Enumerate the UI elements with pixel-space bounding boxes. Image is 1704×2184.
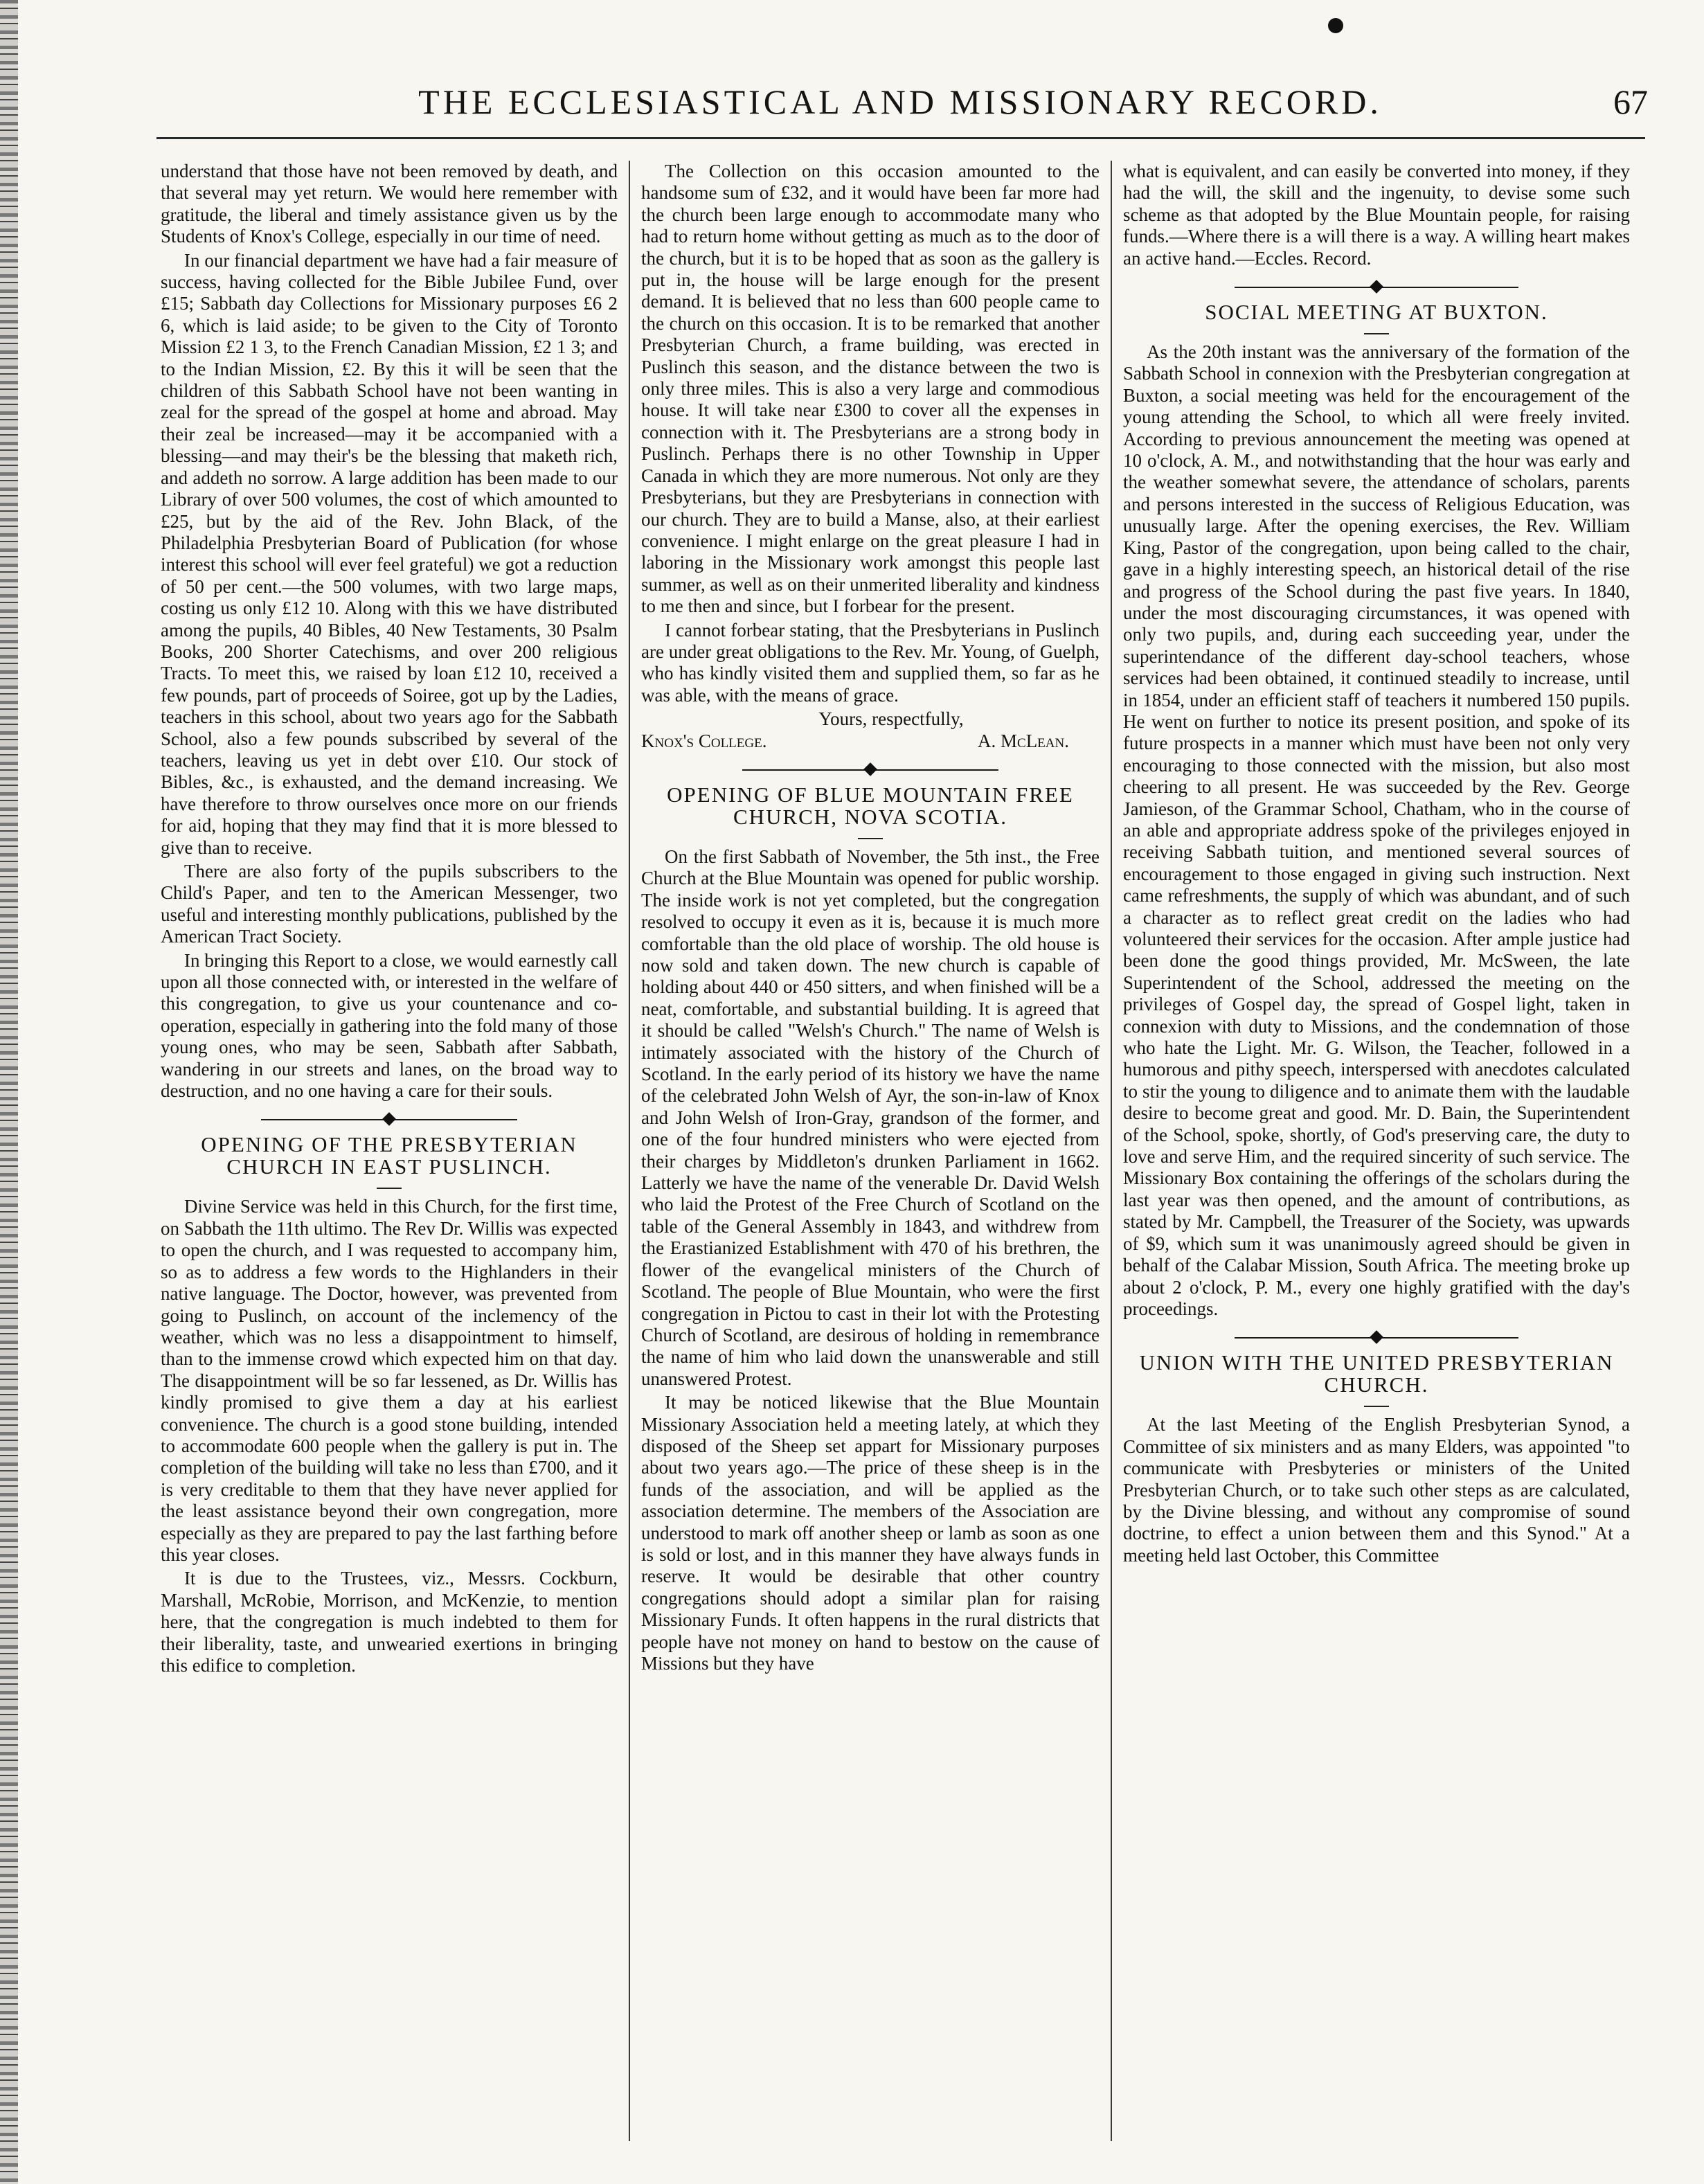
section-heading: UNION WITH THE UNITED PRESBYTERIAN CHURCH. bbox=[1139, 1350, 1614, 1397]
paragraph: As the 20th instant was the anniversary of the formation of the Sabbath School in connexion with the Presbyterian congregation at Buxton, a social meeting was held for the encouragement of the young attending the School, to which all were freely invited. According to previous announcement the meeting was opened at 10 o'clock, A. M., and notwithstanding that the hour was early and the weather somewhat severe, the attendance of scholars, parents and persons interested in the success of Religious Education, was unusually large. After the opening exercises, the Rev. William King, Pastor of the congregation, upon being called to the chair, gave in a highly interesting speech, an historical detail of the rise and progress of the School during the past five years. In 1840, under the most discouraging circumstances, it was opened with only two pupils, and, during each succeeding year, under the superintendance of the different day-school teachers, whose services had been obtained, it continued steadily to increase, until in 1854, under an efficient staff of teachers it numbered 150 pupils. He went on further to notice its present position, and spoke of its future prospects in a manner which must have been not only very encouraging to those connected with the mission, but also most cheering to all present. He was succeeded by the Rev. George Jamieson, of the Grammar School, Chatham, who in the course of an able and appropriate address spoke of the privileges enjoyed in receiving Sabbath tuition, and mentioned several sources of encouragement to those engaged in giving such instruction. Next came refreshments, the supply of which was abundant, and of such a character as to reflect great credit on the ladies who had volunteered their services for the occasion. After ample justice had been done the good things provided, Mr. McSween, the late Superintendent of the School, addressed the meeting on the privileges of Gospel day, the spread of Gospel light, taken in connexion with duty to Missions, and the condemnation of those who hate the Light. Mr. G. Wilson, the Teacher, followed in a humorous and pithy speech, interspersed with anecdotes calculated to stir the young to diligence and to animate them with the laudable desire to become great and good. Mr. D. Bain, the Superintendent of the School, spoke, shortly, of God's preserving care, the duty to love and serve Him, and the required sincerity of such service. The Missionary Box containing the offerings of the scholars during the last year was then opened, and the amount of contributions, as stated by Mr. Campbell, the Treasurer of the Society, was upwards of $9, which sum it was unanimously agreed should be given in behalf of the Calabar Mission, South Africa. The meeting broke up about 2 o'clock, P. M., every one highly gratified with the day's proceedings. bbox=[1123, 341, 1630, 1319]
scan-binding-edge bbox=[0, 0, 18, 2184]
page-number: 67 bbox=[1613, 82, 1648, 121]
column-3 bbox=[1123, 161, 1630, 2155]
section-heading: SOCIAL MEETING AT BUXTON. bbox=[1205, 300, 1548, 325]
heading-dash bbox=[1364, 333, 1389, 334]
paragraph: Divine Service was held in this Church, for the first time, on Sabbath the 11th ultimo. The Rev Dr. Willis was expected to open the church, and I was requested to accompany him, so as to address a few words to the Highlanders in their native language. The Doctor, however, was prevented from going to Puslinch, on account of the inclemency of the weather, which was no less a disappointment to himself, than to the immense crowd which expected him on that day. The disappointment will be so far lessened, as Dr. Willis has kindly promised to give them a day at his earliest convenience. The church is a good stone building, intended to accommodate 600 people when the gallery is put in. The completion of the building will take no less than £700, and it is very creditable to them that they have never applied for the least assistance beyond their own congregation, more especially as they are prepared to pay the last farthing before this year closes. bbox=[161, 1196, 618, 1565]
section-ornament bbox=[1123, 1330, 1630, 1346]
signature-line bbox=[641, 731, 1100, 752]
paragraph: On the first Sabbath of November, the 5th inst., the Free Church at the Blue Mountain was opened for public worship. The inside work is not yet completed, but the congregation resolved to occupy it even as it is, because it is much more comfortable than the old place of worship. The old house is now sold and taken down. The new church is capable of holding about 440 or 450 sitters, and when finished will be a neat, comfortable, and substantial building. It is agreed that it should be called "Welsh's Church." The name of Welsh is intimately associated with the history of the Church of Scotland. In the early period of its history we have the name of the celebrated John Welsh of Ayr, the son-in-law of Knox and John Welsh of Iron-Gray, grandson of the former, and one of the four hundred ministers who were ejected from their charges by Middleton's drunken Parliament in 1662. Latterly we have the name of the venerable Dr. David Welsh who laid the Protest of the Free Church of Scotland on the table of the General Assembly in 1843, and withdrew from the Erastianized Establishment with 470 of his brethren, the flower of the evangelical ministers of the Church of Scotland. The people of Blue Mountain, who were the first congregation in Pictou to cast in their lot with the Protesting Church of Scotland, are desirous of holding in remembrance the name of him who laid down the unanswerable and still unanswered Protest. bbox=[641, 845, 1100, 1389]
running-header bbox=[152, 82, 1648, 137]
paragraph: understand that those have not been removed by death, and that several may yet return. We would here remember with gratitude, the liberal and timely assistance given us by the Students of Knox's College, especially in our time of need. bbox=[161, 161, 618, 247]
section-heading: OPENING OF THE PRESBYTERIAN CHURCH IN EAST PUSLINCH. bbox=[201, 1132, 577, 1179]
paragraph: I cannot forbear stating, that the Presbyterians in Puslinch are under great obligations to the Rev. Mr. Young, of Guelph, who has kindly visited them and supplied them, so far as he was able, with the means of grace. bbox=[641, 619, 1100, 706]
column-rule-1 bbox=[629, 161, 630, 2141]
column-rule-2 bbox=[1111, 161, 1112, 2141]
paragraph: In bringing this Report to a close, we would earnestly call upon all those connected with, or interested in the welfare of this congregation, to give us your countenance and co-operation, especially in gathering into the fold many of those young ones, who may be seen, Sabbath after Sabbath, wandering in our streets and lanes, on the broad way to destruction, and no one having a care for their souls. bbox=[161, 949, 618, 1102]
signature-name: A. McLean. bbox=[978, 730, 1069, 751]
section-ornament bbox=[161, 1111, 618, 1128]
column-1 bbox=[161, 161, 618, 2155]
section-ornament bbox=[1123, 279, 1630, 296]
paragraph: There are also forty of the pupils subscribers to the Child's Paper, and ten to the American Messenger, two useful and interesting monthly publications, published by the American Tract Society. bbox=[161, 861, 618, 947]
section-ornament bbox=[641, 762, 1100, 778]
signature-place: Knox's College. bbox=[641, 730, 767, 751]
column-2 bbox=[641, 161, 1100, 2155]
section-heading: OPENING OF BLUE MOUNTAIN FREE CHURCH, NOVA SCOTIA. bbox=[667, 782, 1074, 829]
heading-dash bbox=[1364, 1406, 1389, 1407]
ink-blot bbox=[1328, 18, 1343, 33]
paragraph: It is due to the Trustees, viz., Messrs. Cockburn, Marshall, McRobie, Morrison, and McKenzie, to mention here, that the congregation is much indebted to them for their liberality, taste, and unwearied exertions in bringing this edifice to completion. bbox=[161, 1568, 618, 1676]
paragraph: At the last Meeting of the English Presbyterian Synod, a Committee of six ministers and as many Elders, was appointed "to communicate with Presbyteries or ministers of the United Presbyterian Church, or to take such other steps as are calculated, by the Divine blessing, and without any compromise of sound doctrine, to effect a union between them and this Synod." At a meeting held last October, this Committee bbox=[1123, 1414, 1630, 1566]
heading-dash bbox=[858, 838, 883, 839]
heading-dash bbox=[377, 1188, 402, 1189]
journal-title: THE ECCLESIASTICAL AND MISSIONARY RECORD. bbox=[418, 82, 1382, 121]
paragraph: It may be noticed likewise that the Blue Mountain Missionary Association held a meeting lately, at which they disposed of the Sheep set appart for Missionary purposes about two years ago.—The price of these sheep is in the funds of the association, and will be applied as the association determine. The members of the Association are understood to mark off another sheep or lamb as soon as one is sold or lost, and in this manner they have always funds in reserve. It would be desirable that other country congregations should adopt a similar plan for raising Missionary Funds. It often happens in the rural districts that people have not money on hand to bestow on the cause of Missions but they have bbox=[641, 1392, 1100, 1674]
closing: Yours, respectfully, bbox=[818, 708, 964, 730]
paragraph: what is equivalent, and can easily be converted into money, if they had the will, the skill and the ingenuity, to devise some such scheme as that adopted by the Blue Mountain people, for raising funds.—Where there is a will there is a way. A willing heart makes an active hand.—Eccles. Record. bbox=[1123, 161, 1630, 269]
paragraph: In our financial department we have had a fair measure of success, having collected for the Bible Jubilee Fund, over £15; Sabbath day Collections for Missionary purposes £6 2 6, which is laid aside; to be given to the City of Toronto Mission £2 1 3, to the French Canadian Mission, £2 1 3; and to the Indian Mission, £2. By this it will be seen that the children of this Sabbath School have not been wanting in zeal for the spread of the gospel at home and abroad. May their zeal be increased—may it be accompanied with a blessing—and may their's be the blessing that maketh rich, and addeth no sorrow. A large addition has been made to our Library of over 500 volumes, the cost of which amounted to £25, but by the aid of the Rev. John Black, of the Philadelphia Presbyterian Board of Publication (for whose interest this school will ever feel grateful) we got a reduction of 50 per cent.—the 500 volumes, with two large maps, costing us only £12 10. Along with this we have distributed among the pupils, 40 Bibles, 40 New Testaments, 30 Psalm Books, 200 Shorter Catechisms, and over 200 religious Tracts. To meet this, we raised by loan £12 10, received a few pounds, part of proceeds of Soiree, got up by the Ladies, teachers in this school, about two years ago for the Sabbath School, also a few pounds subscribed by several of the teachers, leaving us yet in debt over £10. Our stock of Bibles, &c., is exhausted, and the demand increasing. We have therefore to throw ourselves once more on our friends for aid, hoping that they may find that it is more blessed to give than to receive. bbox=[161, 249, 618, 858]
paragraph: The Collection on this occasion amounted to the handsome sum of £32, and it would have been far more had the church been large enough to accommodate many who had to return home without getting as much as to the door of the church, but it is to be hoped that as soon as the gallery is put in, the house will be large enough for the present demand. It is believed that no less than 600 people came to the church on this occasion. It is to be remarked that another Presbyterian Church, a frame building, was erected in Puslinch this season, and the distance between the two is only three miles. This is also a very large and commodious house. It will take near £300 to cover all the expenses in connection with it. The Presbyterians are a strong body in Puslinch. Perhaps there is no other Township in Upper Canada in which they are more numerous. Not only are they Presbyterians, but they are Presbyterians in connection with our church. They are to build a Manse, also, at their earliest convenience. I might enlarge on the great pleasure I had in laboring in the Missionary work amongst this people last summer, as well as on their unmerited liberality and kindness to me then and since, but I forbear for the present. bbox=[641, 161, 1100, 617]
header-rule bbox=[156, 137, 1645, 139]
